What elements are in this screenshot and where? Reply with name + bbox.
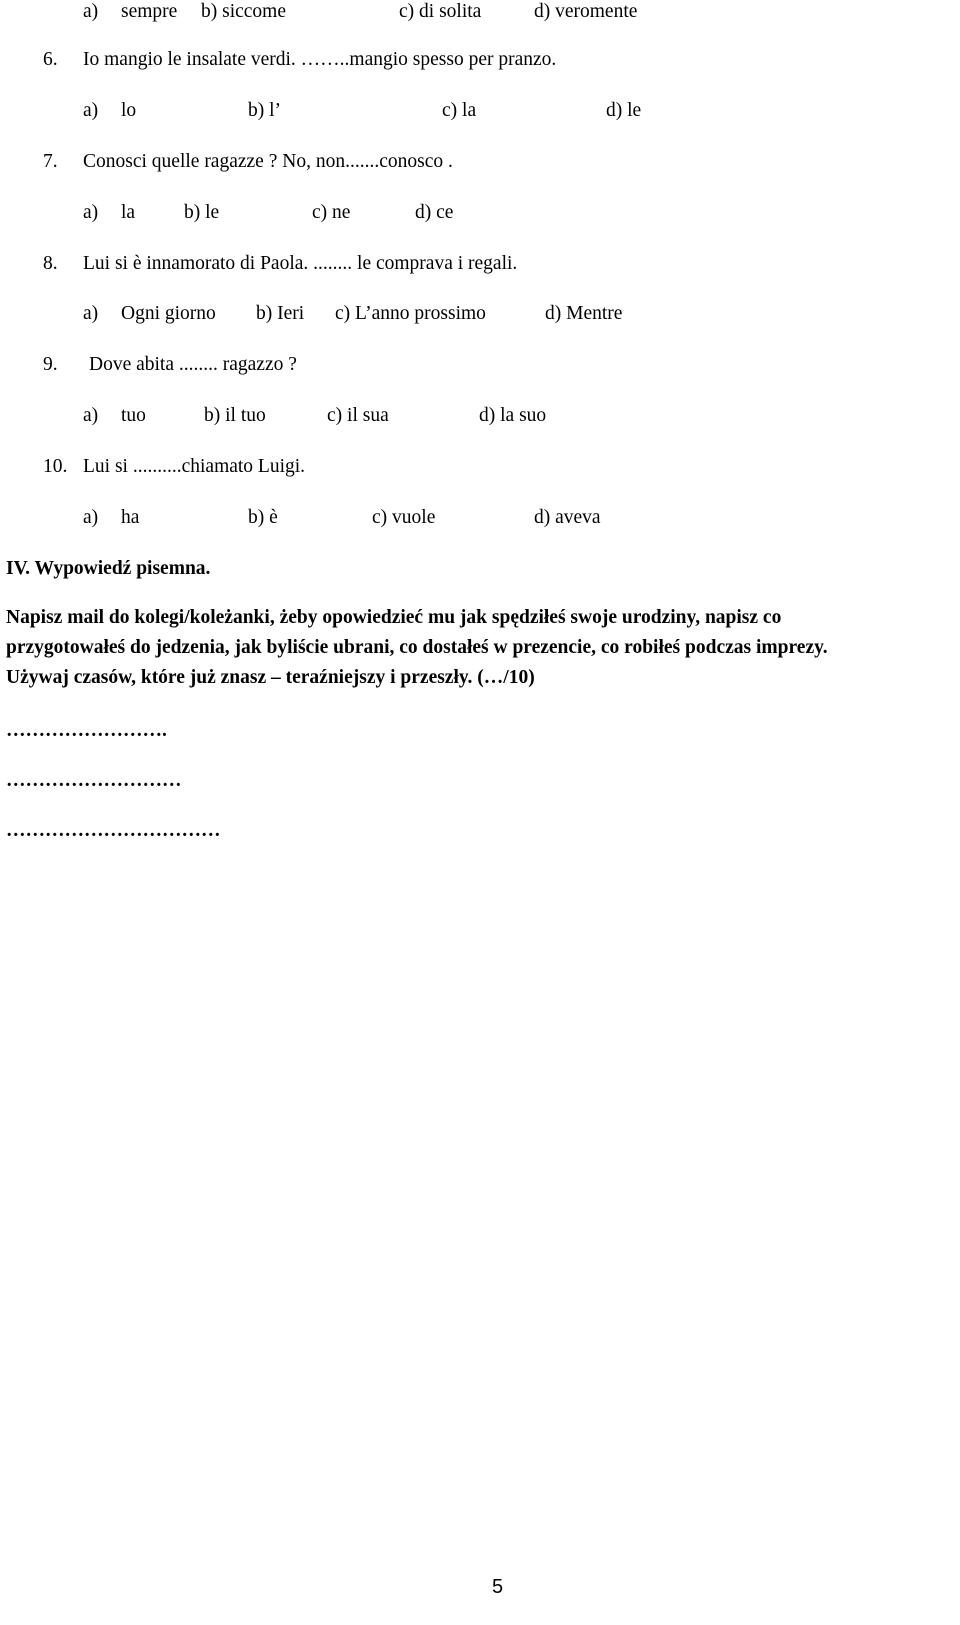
q10-option-a-label: a) [83, 507, 99, 528]
q8-option-a: Ogni giorno [121, 303, 216, 324]
q7-number: 7. [43, 151, 58, 172]
q9-option-a-label: a) [83, 405, 99, 426]
q9-option-d: d) la suo [479, 405, 547, 426]
q5-option-c: c) di solita [399, 1, 482, 22]
q10-option-a: ha [121, 507, 140, 528]
section-heading: IV. Wypowiedź pisemna. [6, 558, 211, 579]
q5-option-b: b) siccome [201, 1, 287, 22]
q9-text: Dove abita ........ ragazzo ? [89, 354, 297, 375]
answer-line: ……………………… [6, 770, 182, 791]
q8-text: Lui si è innamorato di Paola. ........ le comprava i regali. [83, 253, 518, 274]
answer-line: ……………………. [6, 720, 167, 741]
q7-option-d: d) ce [415, 202, 454, 223]
q10-option-d: d) aveva [534, 507, 601, 528]
q10-option-b: b) è [248, 507, 278, 528]
q5-option-d: d) veromente [534, 1, 638, 22]
q9-option-c: c) il sua [327, 405, 389, 426]
instruction-line: Napisz mail do kolegi/koleżanki, żeby opowiedzieć mu jak spędziłeś swoje urodziny, napisz co [6, 607, 782, 628]
page-number: 5 [492, 1576, 504, 1598]
q9-number: 9. [43, 354, 58, 375]
q6-number: 6. [43, 49, 58, 70]
q6-text: Io mangio le insalate verdi. ……..mangio spesso per pranzo. [83, 49, 557, 70]
q8-number: 8. [43, 253, 58, 274]
q6-option-a: lo [121, 100, 137, 121]
q7-text: Conosci quelle ragazze ? No, non.......conosco . [83, 151, 453, 172]
q8-option-c: c) L’anno prossimo [335, 303, 486, 324]
q9-option-a: tuo [121, 405, 146, 426]
q7-option-a: la [121, 202, 136, 223]
q8-option-b: b) Ieri [256, 303, 305, 324]
instruction-line: przygotowałeś do jedzenia, jak byliście ubrani, co dostałeś w prezencie, co robiłeś podczas imprezy. [6, 637, 828, 658]
q5-option-a: sempre [121, 1, 178, 22]
q7-option-b: b) le [184, 202, 220, 223]
answer-line: …………………………… [6, 820, 221, 841]
q6-option-c: c) la [442, 100, 477, 121]
q6-option-a-label: a) [83, 100, 99, 121]
q8-option-d: d) Mentre [545, 303, 623, 324]
q8-option-a-label: a) [83, 303, 99, 324]
q6-option-b: b) l’ [248, 100, 282, 121]
q6-option-d: d) le [606, 100, 642, 121]
q7-option-a-label: a) [83, 202, 99, 223]
writing-instructions [6, 603, 956, 693]
q10-text: Lui si ..........chiamato Luigi. [83, 456, 306, 477]
q10-option-c: c) vuole [372, 507, 436, 528]
instruction-line: Używaj czasów, które już znasz – teraźniejszy i przeszły. (…/10) [6, 667, 535, 688]
q5-option-a-label: a) [83, 1, 99, 22]
q9-option-b: b) il tuo [204, 405, 266, 426]
q7-option-c: c) ne [312, 202, 351, 223]
q10-number: 10. [43, 456, 68, 477]
